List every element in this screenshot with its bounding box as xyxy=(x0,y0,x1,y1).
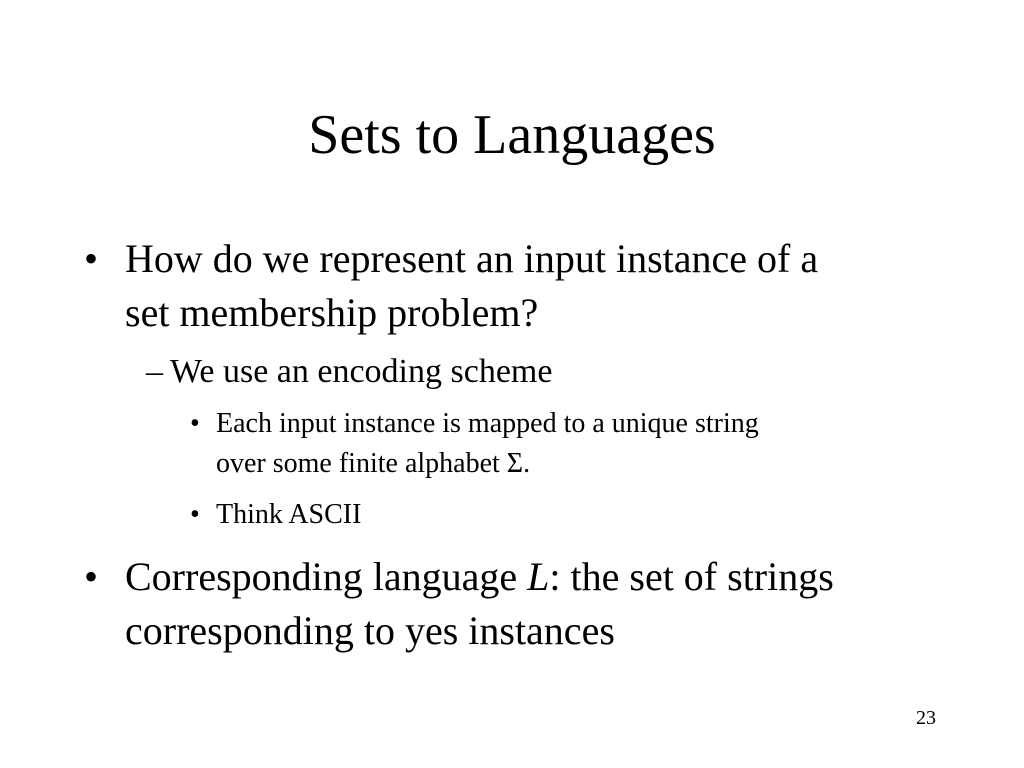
list-item-line xyxy=(125,550,945,604)
list-item-line: How do we represent an input instance of a xyxy=(125,236,819,281)
language-variable: L xyxy=(527,554,550,599)
list-item-text xyxy=(125,550,945,658)
bullet-marker: • xyxy=(190,408,200,439)
list-item-line: over some finite alphabet Σ. xyxy=(216,448,531,479)
slide-title: Sets to Languages xyxy=(308,104,716,166)
sub-sub-list-item-text xyxy=(216,404,906,484)
text-run: : the set of strings xyxy=(549,554,834,599)
list-item-line: corresponding to yes instances xyxy=(125,608,615,653)
sub-list-item-text: We use an encoding scheme xyxy=(170,353,553,390)
bullet-marker: • xyxy=(190,499,200,530)
bullet-marker: • xyxy=(84,236,99,281)
text-run: Corresponding language xyxy=(125,554,528,599)
bullet-marker: • xyxy=(84,554,99,599)
list-item-line: set membership problem? xyxy=(125,290,539,335)
list-item-line: Each input instance is mapped to a unique string xyxy=(216,408,759,439)
sub-sub-list-item-text: Think ASCII xyxy=(216,499,362,530)
page-number: 23 xyxy=(916,707,936,729)
list-item-text xyxy=(125,232,945,340)
dash-marker: – xyxy=(146,353,163,390)
